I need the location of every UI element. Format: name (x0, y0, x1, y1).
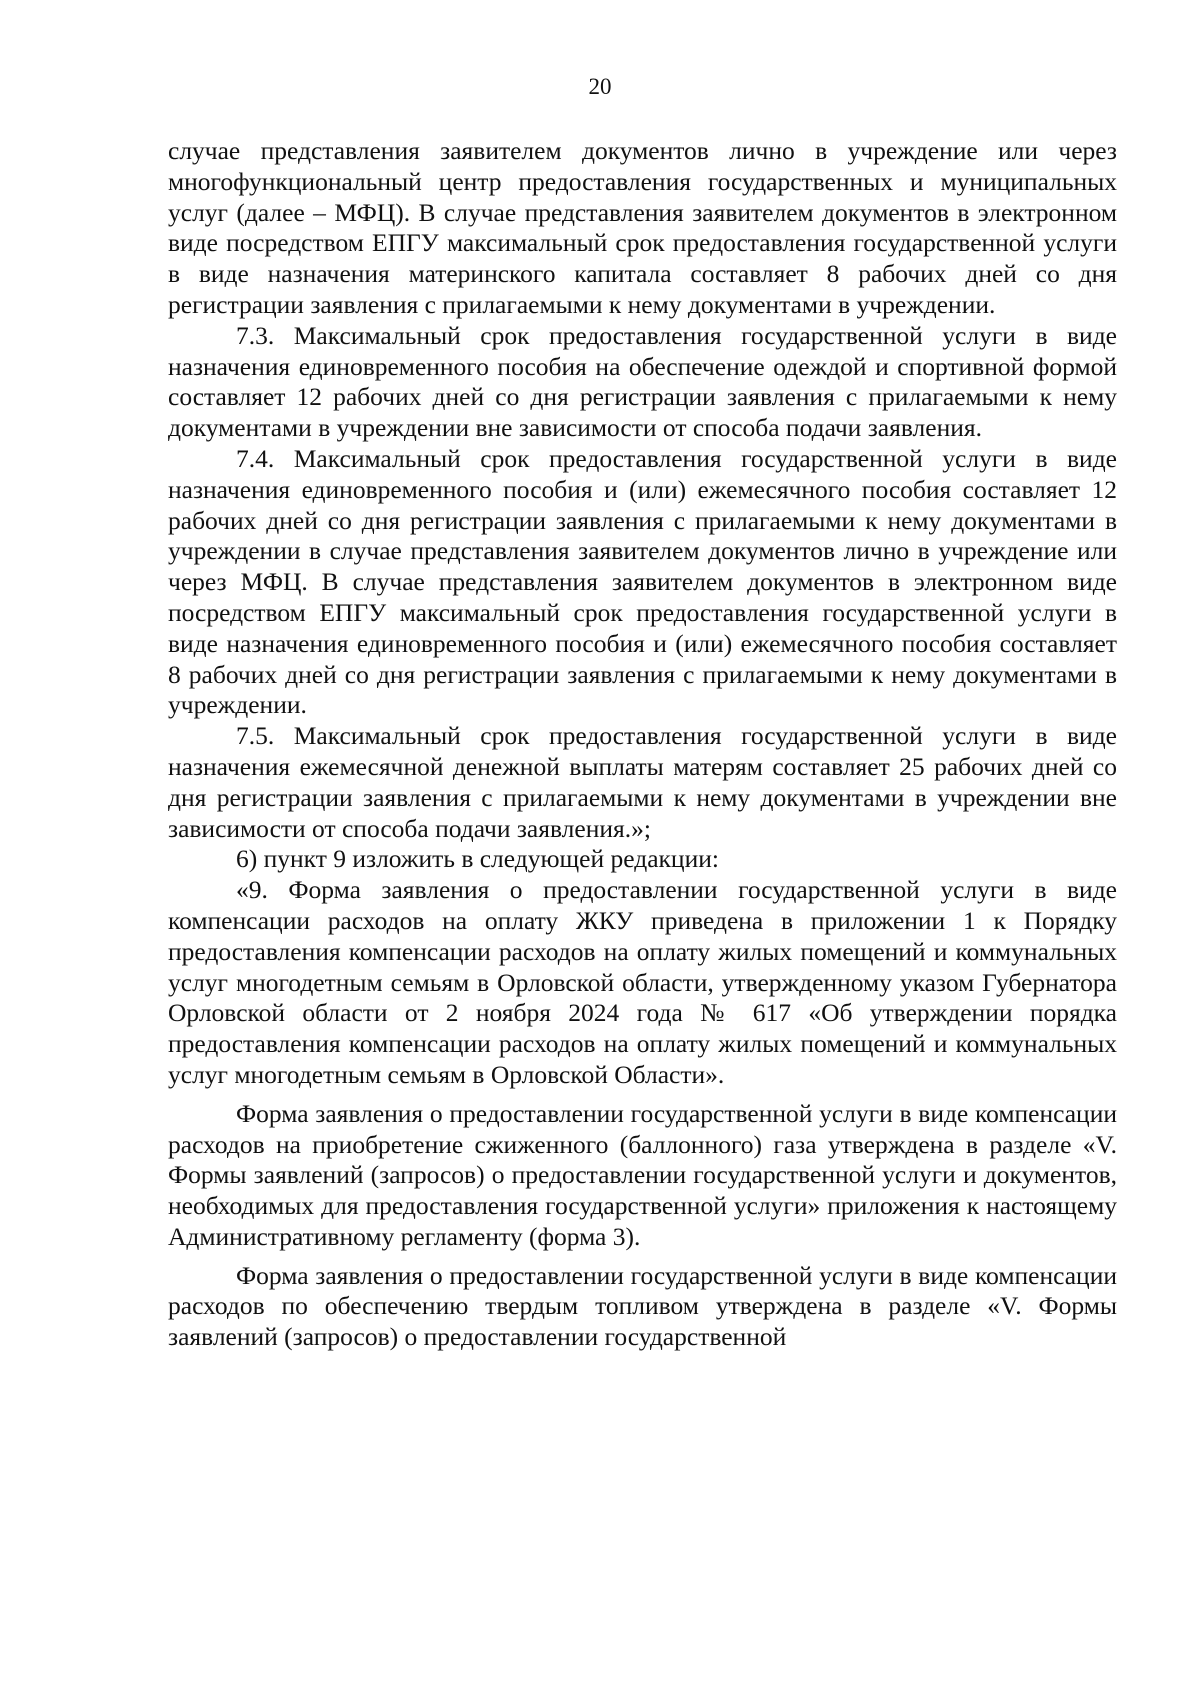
paragraph-continuation: случае представления заявителем документов лично в учреждение или через многофункциональный центр предоставления государственных и муниципальных услуг (далее – МФЦ). В случае представления заявителем документов в электронном виде посредством ЕПГУ максимальный срок предоставления государственной услуги в виде назначения материнского капитала составляет 8 рабочих дней со дня регистрации заявления с прилагаемыми к нему документами в учреждении. (168, 136, 1117, 319)
paragraph-7-3: 7.3. Максимальный срок предоставления государственной услуги в виде назначения единовременного пособия на обеспечение одеждой и спортивной формой составляет 12 рабочих дней со дня регистрации заявления с прилагаемыми к нему документами в учреждении вне зависимости от способа подачи заявления. (168, 320, 1117, 443)
paragraph-form-gas: Форма заявления о предоставлении государственной услуги в виде компенсации расходов на приобретение сжиженного (баллонного) газа утверждена в разделе «V. Формы заявлений (запросов) о предоставлении государственной услуги и документов, необходимых для предоставления государственной услуги» приложения к настоящему Административному регламенту (форма 3). (168, 1098, 1117, 1251)
paragraph-form-fuel: Форма заявления о предоставлении государственной услуги в виде компенсации расходов по обеспечению твердым топливом утверждена в разделе «V. Формы заявлений (запросов) о предоставлении государственной (168, 1260, 1117, 1352)
document-body (168, 136, 1117, 1353)
paragraph-7-5: 7.5. Максимальный срок предоставления государственной услуги в виде назначения ежемесячной денежной выплаты матерям составляет 25 рабочих дней со дня регистрации заявления с прилагаемыми к нему документами в учреждении вне зависимости от способа подачи заявления.»; (168, 721, 1117, 843)
paragraph-9: «9. Форма заявления о предоставлении государственной услуги в виде компенсации расходов на оплату ЖКУ приведена в приложении 1 к Порядку предоставления компенсации расходов на оплату жилых помещений и коммунальных услуг многодетным семьям в Орловской области, утвержденному указом Губернатора Орловской области от 2 ноября 2024 года № 617 «Об утверждении порядка предоставления компенсации расходов на оплату жилых помещений и коммунальных услуг многодетным семьям в Орловской Области». (168, 875, 1117, 1089)
paragraph-7-4: 7.4. Максимальный срок предоставления государственной услуги в виде назначения единовременного пособия и (или) ежемесячного пособия составляет 12 рабочих дней со дня регистрации заявления с прилагаемыми к нему документами в учреждении в случае представления заявителем документов лично в учреждение или через МФЦ. В случае представления заявителем документов в электронном виде посредством ЕПГУ максимальный срок предоставления государственной услуги в виде назначения единовременного пособия и (или) ежемесячного пособия составляет 8 рабочих дней со дня регистрации заявления с прилагаемыми к нему документами в учреждении. (168, 443, 1117, 720)
paragraph-item-6: 6) пункт 9 изложить в следующей редакции: (236, 844, 719, 874)
page-number: 20 (588, 74, 612, 99)
